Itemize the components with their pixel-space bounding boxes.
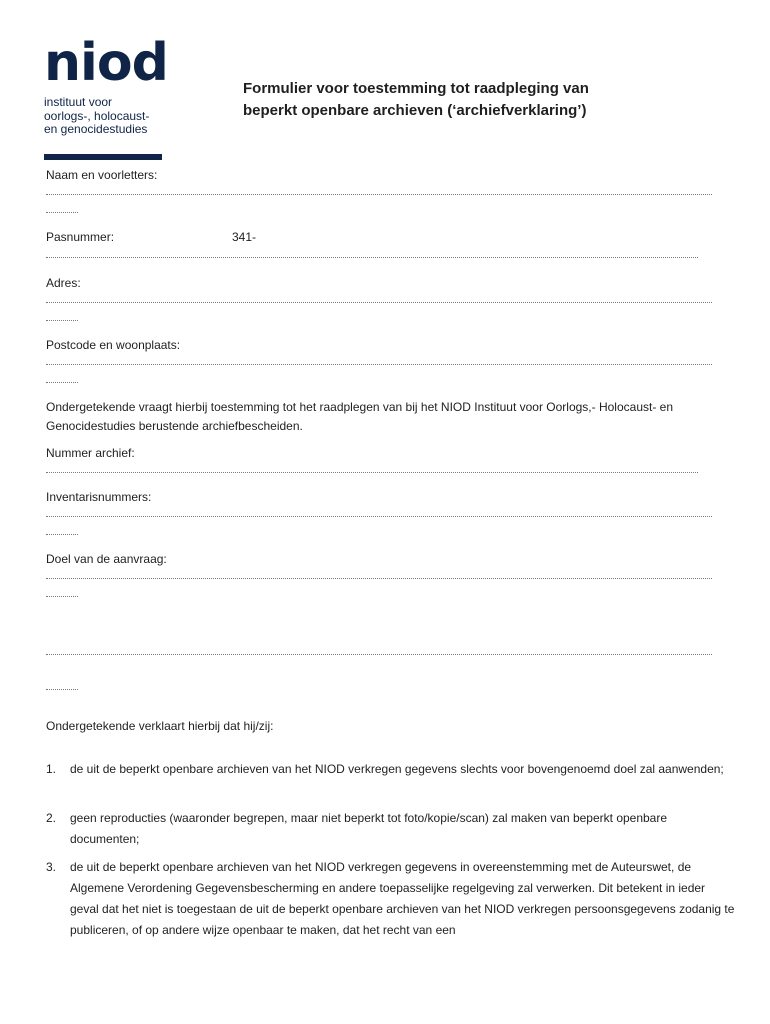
list-item-text: de uit de beperkt openbare archieven van het NIOD verkregen gegevens slechts voor bovengenoemd doel zal aanwenden; [70,762,724,776]
logo-subtitle-line: oorlogs-, holocaust- [44,108,150,123]
doel-fill-line[interactable] [46,572,712,579]
title-line: Formulier voor toestemming tot raadpleging van [243,80,589,97]
page-title [243,78,683,122]
list-item [46,857,736,941]
inventaris-fill-line[interactable] [46,510,712,517]
doel-fill-line-continued[interactable] [46,590,78,597]
inventaris-fill-line-continued[interactable] [46,528,78,535]
postcode-fill-line-continued[interactable] [46,376,78,383]
pasnummer-label: Pasnummer: [46,230,115,244]
list-item [46,759,736,780]
naam-fill-line[interactable] [46,188,712,195]
list-item [46,808,736,850]
list-item-text: geen reproducties (waaronder begrepen, maar niet beperkt tot foto/kopie/scan) zal maken van beperkt openbare documenten; [70,811,668,846]
adres-label: Adres: [46,276,81,290]
nummer-archief-label: Nummer archief: [46,446,135,460]
logo-subtitle-line: en genocidestudies [44,122,148,136]
list-item-text: de uit de beperkt openbare archieven van het NIOD verkregen gegevens in overeenstemming met de Auteurswet, de Algemene Verordening Gegevensbescherming en andere toepasselijke regelgeving zal verwerken. Dit betekent in ieder geval dat het niet is toegestaan de uit de beperkt openbare archieven van het NIOD verkregen persoonsgegevens zodanig te publiceren, of op andere wijze openbaar te maken, dat het recht van een [70,860,735,937]
inventaris-label: Inventarisnummers: [46,490,152,504]
niod-logo [44,33,168,137]
declaration-intro: Ondergetekende verklaart hierbij dat hij/zij: [46,719,274,733]
naam-label: Naam en voorletters: [46,168,158,182]
title-line: beperkt openbare archieven (‘archiefverklaring’) [243,102,587,119]
logo-subtitle-line: instituut voor [44,95,113,109]
postcode-label: Postcode en woonplaats: [46,338,181,352]
adres-fill-line-continued[interactable] [46,314,78,321]
pasnummer-prefix: 341- [232,230,257,244]
naam-fill-line-continued[interactable] [46,206,78,213]
pasnummer-fill-line[interactable] [46,251,698,258]
adres-fill-line[interactable] [46,296,712,303]
postcode-fill-line[interactable] [46,358,712,365]
list-item-number: 1. [46,762,57,776]
logo-wordmark: niod [44,33,168,93]
list-item-number: 3. [46,860,57,874]
request-paragraph: Ondergetekende vraagt hierbij toestemming tot het raadplegen van bij het NIOD Instituut voor Oorlogs,- Holocaust- en Genocidestudies berustende archiefbescheiden. [46,400,674,433]
list-item-number: 2. [46,811,57,825]
doel-fill-line-2-continued[interactable] [46,683,78,690]
logo-underline-bar [44,154,162,160]
nummer-archief-fill-line[interactable] [46,466,698,473]
doel-fill-line-2[interactable] [46,648,712,655]
logo-subtitle [44,96,166,137]
doel-label: Doel van de aanvraag: [46,552,167,566]
